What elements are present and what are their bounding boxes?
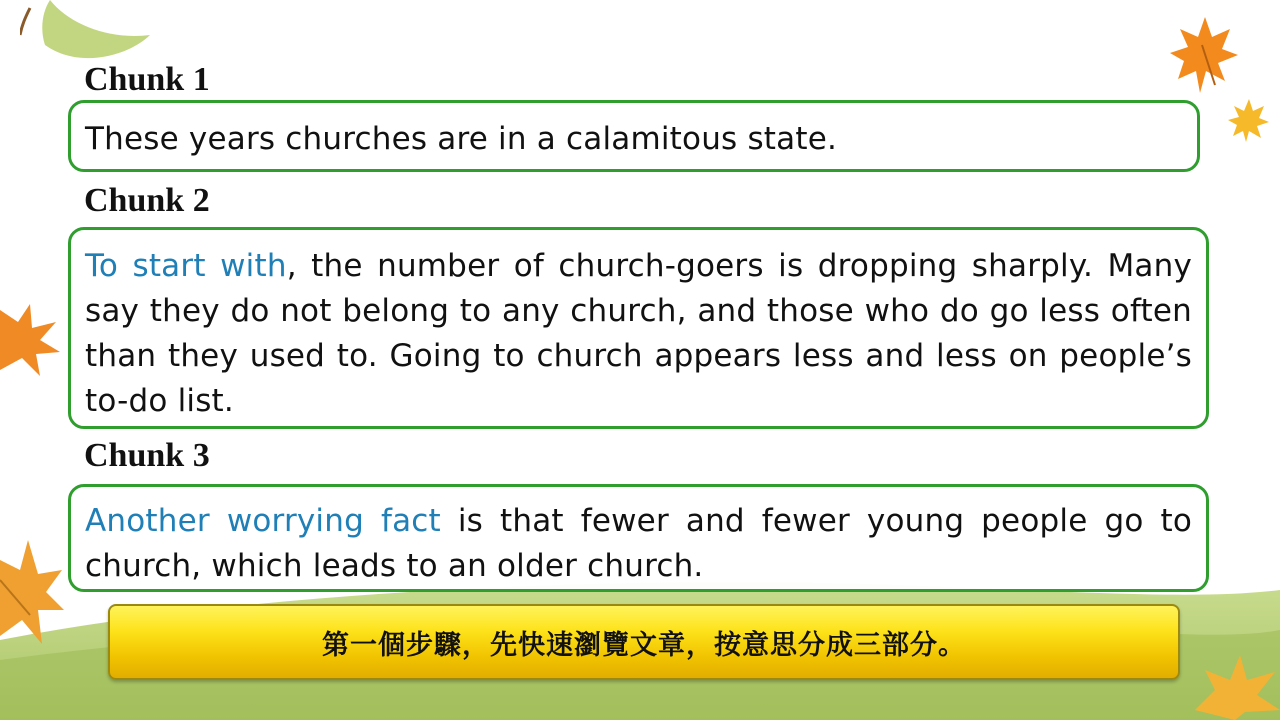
maple-leaf-icon	[1228, 98, 1270, 142]
chunk-3-highlight: Another worrying fact	[85, 503, 441, 539]
chunk-1-box	[68, 100, 1200, 172]
maple-leaf-icon	[0, 300, 62, 380]
chunk-1-text	[85, 117, 1183, 162]
chunk-2-highlight: To start with	[85, 248, 287, 284]
chunk-2-body: , the number of church-goers is dropping sharply. Many say they do not belong to any church, and those who do go less often than they used to. Going to church appears less and less on people’s to-do list.	[85, 248, 1192, 419]
caption-bar	[108, 604, 1180, 680]
chunk-2-text	[85, 244, 1192, 424]
caption-text: 第一個步驟，先快速瀏覽文章，按意思分成三部分。	[322, 629, 966, 661]
chunk-1-heading: Chunk 1	[84, 61, 210, 98]
chunk-3-heading: Chunk 3	[84, 437, 210, 474]
maple-leaf-icon	[1170, 15, 1240, 95]
chunk-3-body: is that fewer and fewer young people go to church, which leads to an older church.	[85, 503, 1192, 584]
chunk-2-heading: Chunk 2	[84, 182, 210, 219]
maple-leaf-icon	[1185, 650, 1280, 720]
chunk-3-text	[85, 499, 1192, 589]
chunk-2-box	[68, 227, 1209, 429]
chunk-3-box	[68, 484, 1209, 592]
chunk-1-body: These years churches are in a calamitous state.	[85, 121, 838, 157]
maple-leaf-icon	[0, 540, 66, 650]
